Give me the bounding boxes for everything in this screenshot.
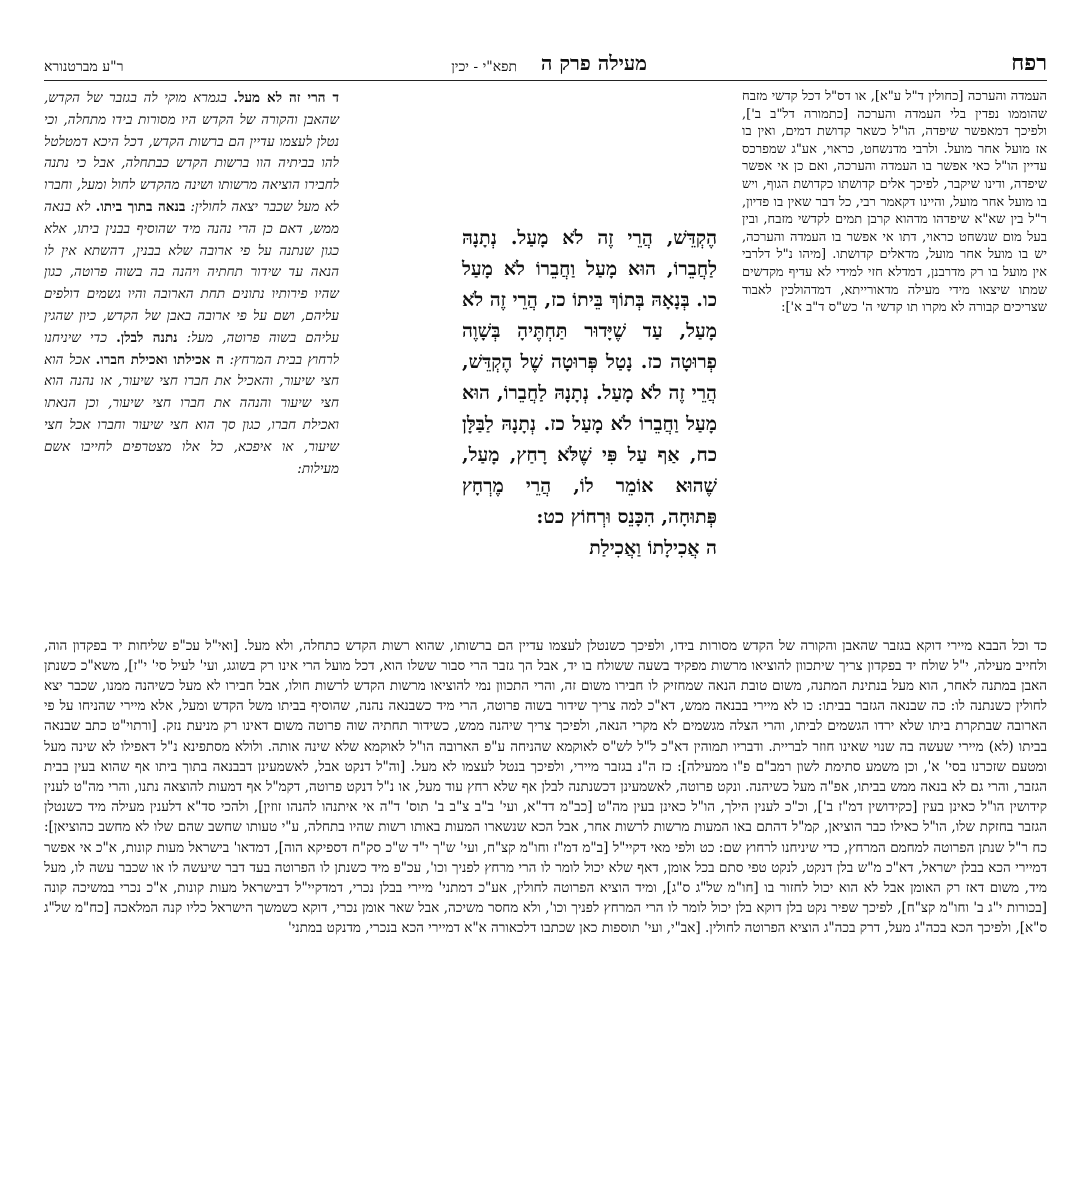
page-number: רפח	[1011, 50, 1047, 76]
yachin-text-top: העמדה והערכה [כחולין ד"ל ע"א], או דס"ל דכל קדשי מזבח שהוממו נפדין בלי העמדה והערכה [כתמורה דל"ב ב'], ולפיכך דמאפשר שיפדה, הו"ל כשאר קדושת דמים, ואין בו אז מועל אחר מועל. ולרבי מדנשחט, כראוי, אע"ג שמפרכס עדיין הו"ל כאי אפשר בו העמדה והערכה, ואם כן אי אפשר שיפדה, ודינו שיקבר, לפיכך אלים קדושתו כקדושת הגוף, ויש בו מועל אחר מועל, והיינו דקאמר רבי, כל דבר שאין בו פדיון, ר"ל בין שא"א שיפדהו מדהוא קרבן תמים לקדשי מזבח, ובין בעל מום שנשחט כראוי, דתו אי אפשר בו העמדה והערכה, יש בו מועל אחר מועל, מדאלים קדושתו. [מיהו נ"ל דלרבי אין מועל בו רק מדרבנן, דמדלא חזי למידי לא עדיף מקדשים שמתו שיצאו מידי מעילה מדאורייתא, דמדהולכין לאבוד שצריכים קבורה לא מקרו תו קדשי ה' כש"ס ד"ב א']:	[742, 89, 1047, 316]
bartenura-text-bathhouse: כדי שיניחנו לרחוץ בבית המרחץ:	[44, 329, 340, 368]
commentary-bartenura-label: ר"ע מברטנורא	[44, 59, 124, 75]
bartenura-text-eating: אכל הוא חצי שיעור, והאכיל את חברו חצי שיעור, או נהנה הוא חצי שיעור והנהה את חברו חצי שיעור, וכן הנאתו ואכילת חברו, כגון סך הוא חצי שיעור וחברו אכל חצי שיעור, או איפכא, כל אלו מצטרפים לחייבו אשם מעילות:	[44, 351, 339, 477]
mishna-text: הֶקְדֵּשׁ, הֲרֵי זֶה לֹא מָעַל. נְתָנָהּ לַחֲבֵרוֹ, הוּא מָעַל וַחֲבֵרוֹ לֹא מָעַל כו. בְּנָאָהּ בְּתוֹךְ בֵּיתוֹ כז, הֲרֵי זֶה לֹא מָעַל, עַד שֶׁיָּדוּר תַּחְתֶּיהָ בְּשָׁוֶה פְרוּטָה כז. נָטַל פְּרוּטָה שֶׁל הֶקְדֵּשׁ, הֲרֵי זֶה לֹא מָעַל. נְתָנָהּ לַחֲבֵרוֹ, הוּא מָעַל וַחֲבֵרוֹ לֹא מָעַל כז. נְתָנָהּ לַבַּלָּן כח, אַף עַל פִּי שֶׁלֹּא רָחַץ, מָעַל, שֶׁהוּא אוֹמֵר לוֹ, הֲרֵי מֶרְחָץ פְּתוּחָה, הִכָּנֵס וּרְחוֹץ כט:	[462, 227, 717, 528]
bartenura-heading: ד הרי זה לא מעל.	[233, 90, 339, 106]
tractate-chapter-title: מעילה פרק ה	[540, 51, 647, 75]
commentary-yachin-label: תפא"י - יכין	[451, 59, 517, 75]
bartenura-column	[44, 88, 339, 480]
page	[44, 40, 1047, 1180]
bartenura-label-eating: ה אכילתו ואכילת חברו.	[95, 351, 225, 368]
bartenura-label-building: בנאה בתוך ביתו.	[95, 198, 186, 215]
yachin-bottom-block	[44, 622, 1047, 952]
mishna-next-label: ה אֲכִילָתוֹ וַאֲכִילַת	[589, 537, 717, 559]
bartenura-label-bathhouse: נתנה לבלן.	[116, 329, 178, 346]
bartenura-text-top: בגמרא מוקי לה בגזבר של הקדש, שהאבן והקורה של הקדש היו מסורות בידו מתחלה, וכי נטלן לעצמו עדיין הם ברשות הקדש, דכל היכא דמטלטל להו בביתיה הוו ברשות הקדש כבתחלה, אבל כי נתנה לחבירו הוציאה מרשותו ושינה מהקדש לחול ומעל, וחברו לא מעל שכבר יצאה לחולין:	[44, 90, 339, 215]
bartenura-text-building: לא בנאה ממש, דאם כן הרי נהנה מיד שהוסיף בבנין ביתו, אלא כגון שנתנה על פי ארובה שלא בבנין, דהשתא אין לו הנאה עד שידור תחתיה ויהנה בה בשוה פרוטה, כגון שהיו פירותיו נתונים תחת הארובה והיו גשמים דולפים עליהם, ושם על פי ארובה באבן של הקדש, כיון שהגין עליהם בשוה פרוטה, מעל:	[44, 198, 340, 346]
yachin-column	[742, 88, 1047, 317]
bartenura-entry	[44, 88, 339, 480]
page-header	[44, 40, 1047, 81]
mishna-column	[462, 223, 717, 564]
yachin-text-bottom: כד וכל הבבא מיירי דוקא בגזבר שהאבן והקורה של הקדש מסורות בידו, ולפיכך כשנטלן לעצמו עדיין הם ברשותו, שהוא רשות הקדש כתחלה, ולא מעל. [ואי"ל עכ"פ שליחות יד בפקדון הוה, ולחייב מעילה, י"ל שולח יד בפקדון צריך שיתכוון להוציאו מרשות מפקיד בשעה ששולח בו יד, אבל הך גזבר הרי סבור ששלו הוא, דכל מועל הרי אינו רק בשוגג, ועי' לעיל סי' י"ז], משא"כ כשנתן האבן במתנה לאחר, הוא מעל בנתינת המתנה, משום טובת הנאה שמחזיק לו חבירו משום זה, והרי התכוון נמי להוציאו מרשות הקדש לרשות חולו, אבל חבירו לא מעל כשיהנה ממנו, שכבר יצא לחולין כשנתנה לו: כה שבנאה הגזבר בביתו: כו לא מיירי בבנאה ממש, דא"כ למה צריך שידור בשוה פרוטה, הרי מיד כשבנאה נהנה, שהוסיף בביתו משל הקדש ומעל, אלא מיירי שהניחו על פי הארובה שבתקרת ביתו שלא ירדו הגשמים לביתו, והרי הצלה מגשמים לא מקרי הנאה, ולפיכך צריך שיהנה ממש, כשידור תחתיה שוה פרוטה משום דאינו רק מניעת נזק. [ורתוי"ט כתב שבנאה בביתו (לא) מיירי שעשה בה שנוי שאינו חוזר לבריית. ודבריו תמוהין דא"כ ל"ל לש"ס לאוקמא שהניחה ע"פ הארובה הו"ל לאוקמא שלא שינה אותה. ולולא מסתפינא נ"ל דאפילו לא שינה מעל ומטעם שזכרנו בסי' א', וכן משמע סתימת לשון רמב"ם פ"ו ממעילה]: כז ה"נ בגזבר מיירי, ולפיכך בנטל לעצמו לא מעל. [וה"ל דנקט אבל, לאשמעינן דבבנאה בתוך ביתו אף שהוא בעין בבית הגזבר, והרי גם לא בנאה ממש בביתו, אפ"ה מעל כשיהנה. ונקט פרוטה, לאשמעינן דכשנתנה לבלן אף שלא רחץ עוד מעל, או נ"ל דנקט פרוטה, דקמ"ל אף דמעות להוצאה נתנו, והרי מה"ט לענין קידושין הו"ל כאינן בעין [כקידושין דמ"ז ב'], וכ"כ לענין הילך, הו"ל כאינן בעין מה"ט [כב"מ דד"א, ועי' ב"ב צ"ב ב' תוס' ד"ה אי איתנהו להנהו זוזין], ולהכי סד"א דלענין מעילה מיד כשנטלן הגזבר בחזקת שלו, הו"ל כאילו כבר הוציאן, קמ"ל דהתם באו המעות מרשות לרשות אחר, אבל הכא שנשארו המעות באותו רשות שהיו בתחלה, ע"י טעותו שחשב שהם שלו לא מחשב כהוציאן]: כח ר"ל שנתן הפרוטה למחמם המרחץ, כדי שיניחנו לרחוץ שם: כט ולפי מאי דקיי"ל [ב"מ דמ"ז וחו"מ קצ"ח, ועי' ש"ך י"ד ש"כ סק"ח דספיקא הוה], דמדאו' בישראל מעות קונות, א"כ אי אפשר דמיירי הכא בבלן ישראל, דא"כ מ"ש בלן דנקט, לנקט טפי סתם בכל אומן, דאף שלא יכול לומר לו הרי מרחץ לפניך וכו', עכ"פ מיד כשנתן לו הפרוטה בעד דבר שיעשה לו או שכבר עשה לו, מעל מיד, משום דאז רק האומן אבל לא הוא יכול לחזור בו [חו"מ של"ג ס"ג], ומיד הוציא הפרוטה לחולין, אע"כ דמתני' מיירי בבלן נכרי, דמדקיי"ל דבישראל מעות קונות, א"כ נכרי במשיכה קונה [בכורות י"ג ב' וחו"מ קצ"ח], לפיכך שפיר נקט בלן דוקא בלן יכול לומר לו הרי המרחץ לפניך וכו', ולא מחסר משיכה, אבל שאר אומן נכרי, דוקא כשמשך הישראל כליו קנה המלאכה [כח"מ של"ג ס"א], ולפיכך הכא בכה"ג מעל, דרק בכה"ג הוציא הפרוטה לחולין. [אב"י, ועי' תוספות כאן שכתבו דלכאורה א"א דמיירי הכא בנכרי, מדנקט במתני'	[44, 637, 1047, 937]
